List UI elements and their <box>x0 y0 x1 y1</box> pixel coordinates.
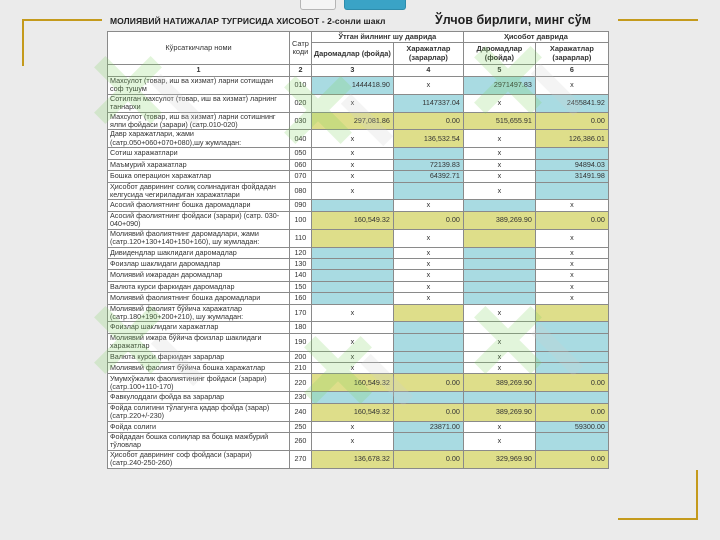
indicator-name-cell: Фоизлар шаклидаги даромадлар <box>108 258 290 269</box>
curr-income-cell: x <box>463 148 535 159</box>
indicator-name-cell: Бошка операцион харажатлар <box>108 171 290 182</box>
table-row <box>108 421 609 432</box>
prev-expense-cell[interactable]: 64392.71 <box>393 171 463 182</box>
indicator-name-cell: Умумхўжалик фаолиятининг фойдаси (зарари) (сатр.100+110-170) <box>108 374 290 392</box>
table-row <box>108 374 609 392</box>
header-row-code: Сатр коди <box>290 32 312 65</box>
curr-income-cell[interactable]: 389,269.90 <box>463 374 535 392</box>
indicator-name-cell: Дивидендлар шаклидаги даромадлар <box>108 247 290 258</box>
prev-expense-cell[interactable]: 23871.00 <box>393 421 463 432</box>
prev-expense-cell[interactable] <box>393 148 463 159</box>
indicator-name-cell: Молиявий фаолият бўйича бошка харажатлар <box>108 363 290 374</box>
indicator-name-cell: Махсулот (товар, иш ва хизмат) ларни сотишнинг ялпи фойдаси (зарари) (сатр.010-020) <box>108 112 290 130</box>
report-title: МОЛИЯВИЙ НАТИЖАЛАР ТУГРИСИДА ХИСОБОТ - 2-сонли шакл <box>110 16 386 26</box>
curr-expense-cell: x <box>535 270 608 281</box>
prev-expense-cell[interactable]: 1147337.04 <box>393 94 463 112</box>
decor-line-top-right <box>618 19 698 21</box>
curr-income-cell[interactable] <box>463 281 535 292</box>
row-code-cell: 040 <box>290 130 312 148</box>
header-prev-income: Даромадлар (фойда) <box>311 43 393 65</box>
prev-expense-cell[interactable] <box>393 182 463 200</box>
row-code-cell: 050 <box>290 148 312 159</box>
prev-expense-cell[interactable]: 0.00 <box>393 450 463 468</box>
prev-income-cell[interactable]: 160,549.32 <box>311 403 393 421</box>
row-code-cell: 140 <box>290 270 312 281</box>
prev-expense-cell: x <box>393 270 463 281</box>
curr-income-cell[interactable] <box>463 258 535 269</box>
prev-income-cell[interactable]: 160,549.32 <box>311 211 393 229</box>
prev-income-cell: x <box>311 351 393 362</box>
row-code-cell: 260 <box>290 433 312 451</box>
prev-income-cell[interactable] <box>311 270 393 281</box>
curr-expense-cell: x <box>535 258 608 269</box>
table-row <box>108 270 609 281</box>
curr-expense-cell[interactable] <box>535 322 608 333</box>
indicator-name-cell: Давр харажатлари, жами (сатр.050+060+070+080),шу жумладан: <box>108 130 290 148</box>
prev-income-cell[interactable] <box>311 229 393 247</box>
table-row <box>108 363 609 374</box>
table-row <box>108 182 609 200</box>
header-prev-expense: Харажатлар (зарарлар) <box>393 43 463 65</box>
table-header-row <box>108 32 609 43</box>
table-row <box>108 258 609 269</box>
prev-income-cell: x <box>311 182 393 200</box>
prev-expense-cell[interactable] <box>393 322 463 333</box>
financial-results-table <box>107 31 609 469</box>
curr-income-cell: x <box>463 351 535 362</box>
curr-income-cell: x <box>463 182 535 200</box>
prev-expense-cell[interactable]: 0.00 <box>393 112 463 130</box>
table-row <box>108 200 609 211</box>
prev-expense-cell[interactable]: 72139.83 <box>393 159 463 170</box>
table-row <box>108 433 609 451</box>
row-code-cell: 250 <box>290 421 312 432</box>
indicator-name-cell: Валюта курси фаркидан даромадлар <box>108 281 290 292</box>
prev-income-cell: x <box>311 130 393 148</box>
row-code-cell: 120 <box>290 247 312 258</box>
table-row <box>108 392 609 403</box>
indicator-name-cell: Маъмурий харажатлар <box>108 159 290 170</box>
header-curr-period: Ҳисобот даврида <box>463 32 608 43</box>
prev-income-cell: x <box>311 363 393 374</box>
row-code-cell: 030 <box>290 112 312 130</box>
table-row <box>108 281 609 292</box>
curr-expense-cell: x <box>535 247 608 258</box>
table-row <box>108 247 609 258</box>
row-code-cell: 020 <box>290 94 312 112</box>
header-indicator-name: Кўрсаткичлар номи <box>108 32 290 65</box>
column-number: 2 <box>290 65 312 76</box>
indicator-name-cell: Молиявий ижарадан даромадлар <box>108 270 290 281</box>
prev-income-cell[interactable] <box>311 200 393 211</box>
curr-expense-cell[interactable] <box>535 392 608 403</box>
prev-expense-cell[interactable] <box>393 304 463 322</box>
indicator-name-cell: Фойдадан бошка солиқлар ва бошқа мажбурий тўловлар <box>108 433 290 451</box>
curr-income-cell[interactable]: 389,269.90 <box>463 403 535 421</box>
row-code-cell: 070 <box>290 171 312 182</box>
row-code-cell: 080 <box>290 182 312 200</box>
table-row <box>108 112 609 130</box>
table-row <box>108 322 609 333</box>
table-row <box>108 450 609 468</box>
row-code-cell: 180 <box>290 322 312 333</box>
table-row <box>108 293 609 304</box>
column-number: 1 <box>108 65 290 76</box>
header-prev-period: Ўтган йилнинг шу даврида <box>311 32 463 43</box>
column-numbers-row <box>108 65 609 76</box>
prev-income-cell[interactable]: 136,678.32 <box>311 450 393 468</box>
prev-expense-cell[interactable] <box>393 363 463 374</box>
prev-expense-cell: x <box>393 281 463 292</box>
prev-income-cell[interactable] <box>311 281 393 292</box>
curr-income-cell: x <box>463 130 535 148</box>
row-code-cell: 270 <box>290 450 312 468</box>
row-code-cell: 010 <box>290 76 312 94</box>
indicator-name-cell: Асосий фаолиятнинг бошка даромадлари <box>108 200 290 211</box>
curr-expense-cell[interactable]: 0.00 <box>535 403 608 421</box>
prev-expense-cell: x <box>393 200 463 211</box>
table-row <box>108 148 609 159</box>
prev-expense-cell: x <box>393 229 463 247</box>
indicator-name-cell: Ҳисобот даврининг соф фойдаси (зарари) (сатр.240-250-260) <box>108 450 290 468</box>
curr-income-cell[interactable] <box>463 229 535 247</box>
curr-income-cell: x <box>463 94 535 112</box>
indicator-name-cell: Фойда солигини тўлагунга қадар фойда (зарар) (сатр.220+/-230) <box>108 403 290 421</box>
column-number: 5 <box>463 65 535 76</box>
curr-income-cell: x <box>463 363 535 374</box>
curr-income-cell: x <box>463 433 535 451</box>
curr-income-cell <box>463 322 535 333</box>
row-code-cell: 160 <box>290 293 312 304</box>
curr-expense-cell[interactable] <box>535 363 608 374</box>
row-code-cell: 240 <box>290 403 312 421</box>
row-code-cell: 090 <box>290 200 312 211</box>
table-row <box>108 333 609 351</box>
prev-income-cell: x <box>311 159 393 170</box>
prev-income-cell <box>311 322 393 333</box>
indicator-name-cell: Сотилган махсулот (товар, иш ва хизмат) ларнинг таннархи <box>108 94 290 112</box>
curr-income-cell[interactable] <box>463 200 535 211</box>
decor-line-left <box>22 19 24 66</box>
row-code-cell: 230 <box>290 392 312 403</box>
curr-expense-cell[interactable] <box>535 433 608 451</box>
prev-expense-cell: x <box>393 76 463 94</box>
indicator-name-cell: Ҳисобот даврининг солиқ солинадиган фойдадан келгусида чегириладиган харажатлари <box>108 182 290 200</box>
curr-expense-cell[interactable] <box>535 182 608 200</box>
row-code-cell: 210 <box>290 363 312 374</box>
indicator-name-cell: Валюта курси фаркидан зарарлар <box>108 351 290 362</box>
units-label: Ўлчов бирлиги, минг сўм <box>435 13 591 27</box>
prev-expense-cell[interactable]: 0.00 <box>393 403 463 421</box>
table-row <box>108 130 609 148</box>
column-number: 3 <box>311 65 393 76</box>
prev-income-cell: x <box>311 148 393 159</box>
row-code-cell: 130 <box>290 258 312 269</box>
curr-expense-cell: x <box>535 200 608 211</box>
curr-expense-cell: x <box>535 76 608 94</box>
indicator-name-cell: Асосий фаолиятнинг фойдаси (зарари) (сатр. 030-040+090) <box>108 211 290 229</box>
table-row <box>108 351 609 362</box>
curr-income-cell[interactable]: 515,655.91 <box>463 112 535 130</box>
row-code-cell: 150 <box>290 281 312 292</box>
prev-income-cell: x <box>311 94 393 112</box>
curr-expense-cell[interactable]: 0.00 <box>535 112 608 130</box>
column-number: 6 <box>535 65 608 76</box>
curr-income-cell[interactable]: 2971497.83 <box>463 76 535 94</box>
prev-expense-cell[interactable] <box>393 351 463 362</box>
curr-expense-cell[interactable]: 0.00 <box>535 211 608 229</box>
indicator-name-cell: Молиявий фаолиятнинг бошка даромадлари <box>108 293 290 304</box>
curr-expense-cell[interactable]: 126,386.01 <box>535 130 608 148</box>
curr-expense-cell[interactable] <box>535 148 608 159</box>
indicator-name-cell: Махсулот (товар, иш ва хизмат) ларни сотишдан соф тушум <box>108 76 290 94</box>
row-code-cell: 100 <box>290 211 312 229</box>
row-code-cell: 220 <box>290 374 312 392</box>
row-code-cell: 110 <box>290 229 312 247</box>
top-pager <box>300 0 406 9</box>
curr-expense-cell[interactable] <box>535 333 608 351</box>
prev-income-cell[interactable] <box>311 293 393 304</box>
prev-expense-cell: x <box>393 293 463 304</box>
indicator-name-cell: Сотиш харажатлари <box>108 148 290 159</box>
table-body <box>108 76 609 468</box>
indicator-name-cell: Молиявий фаолият бўйича харажатлар (сатр.180+190+200+210), шу жумладан: <box>108 304 290 322</box>
decor-line-top-left <box>22 19 102 21</box>
prev-expense-cell[interactable]: 136,532.54 <box>393 130 463 148</box>
pager-next-button[interactable] <box>344 0 406 10</box>
row-code-cell: 190 <box>290 333 312 351</box>
curr-expense-cell[interactable]: 94894.03 <box>535 159 608 170</box>
prev-income-cell[interactable]: 160,549.32 <box>311 374 393 392</box>
curr-expense-cell[interactable]: 0.00 <box>535 374 608 392</box>
prev-income-cell: x <box>311 433 393 451</box>
prev-expense-cell: x <box>393 247 463 258</box>
curr-income-cell: x <box>463 171 535 182</box>
header-curr-expense: Харажатлар (зарарлар) <box>535 43 608 65</box>
table-row <box>108 211 609 229</box>
curr-income-cell: x <box>463 421 535 432</box>
prev-income-cell[interactable]: 297,081.86 <box>311 112 393 130</box>
prev-expense-cell[interactable]: 0.00 <box>393 211 463 229</box>
indicator-name-cell: Молиявий ижара бўйича фоизлар шаклидаги харажатлар <box>108 333 290 351</box>
curr-income-cell[interactable] <box>463 293 535 304</box>
column-number: 4 <box>393 65 463 76</box>
curr-income-cell[interactable]: 329,969.90 <box>463 450 535 468</box>
row-code-cell: 170 <box>290 304 312 322</box>
curr-income-cell[interactable]: 389,269.90 <box>463 211 535 229</box>
curr-income-cell: x <box>463 304 535 322</box>
prev-expense-cell[interactable] <box>393 392 463 403</box>
prev-expense-cell[interactable] <box>393 333 463 351</box>
prev-income-cell: x <box>311 171 393 182</box>
prev-income-cell: x <box>311 304 393 322</box>
curr-expense-cell: x <box>535 229 608 247</box>
table-row <box>108 159 609 170</box>
curr-income-cell[interactable] <box>463 247 535 258</box>
curr-expense-cell[interactable]: 0.00 <box>535 450 608 468</box>
prev-income-cell[interactable] <box>311 258 393 269</box>
table-row <box>108 94 609 112</box>
table-row <box>108 76 609 94</box>
curr-expense-cell: x <box>535 281 608 292</box>
prev-expense-cell: x <box>393 258 463 269</box>
curr-income-cell[interactable] <box>463 270 535 281</box>
prev-income-cell: x <box>311 421 393 432</box>
row-code-cell: 200 <box>290 351 312 362</box>
table-row <box>108 304 609 322</box>
table-row <box>108 171 609 182</box>
curr-income-cell: x <box>463 159 535 170</box>
curr-income-cell: x <box>463 333 535 351</box>
prev-income-cell[interactable] <box>311 392 393 403</box>
curr-expense-cell[interactable] <box>535 351 608 362</box>
table-row <box>108 403 609 421</box>
prev-income-cell[interactable] <box>311 247 393 258</box>
prev-income-cell[interactable]: 1444418.90 <box>311 76 393 94</box>
row-code-cell: 060 <box>290 159 312 170</box>
pager-prev-button[interactable] <box>300 0 336 10</box>
curr-expense-cell[interactable] <box>535 304 608 322</box>
prev-expense-cell[interactable]: 0.00 <box>393 374 463 392</box>
curr-expense-cell[interactable]: 59300.00 <box>535 421 608 432</box>
curr-expense-cell: x <box>535 293 608 304</box>
prev-income-cell: x <box>311 333 393 351</box>
prev-expense-cell[interactable] <box>393 433 463 451</box>
indicator-name-cell: Фавкулоддаги фойда ва зарарлар <box>108 392 290 403</box>
decor-line-right-bottom <box>696 470 698 520</box>
decor-line-bottom-right <box>618 518 698 520</box>
header-curr-income: Даромадлар (фойда) <box>463 43 535 65</box>
indicator-name-cell: Фоизлар шаклидаги харажатлар <box>108 322 290 333</box>
indicator-name-cell: Фойда солиги <box>108 421 290 432</box>
curr-expense-cell[interactable]: 2455841.92 <box>535 94 608 112</box>
indicator-name-cell: Молиявий фаолиятнинг даромадлари, жами (сатр.120+130+140+150+160), шу жумладан: <box>108 229 290 247</box>
curr-expense-cell[interactable]: 31491.98 <box>535 171 608 182</box>
table-row <box>108 229 609 247</box>
curr-income-cell[interactable] <box>463 392 535 403</box>
